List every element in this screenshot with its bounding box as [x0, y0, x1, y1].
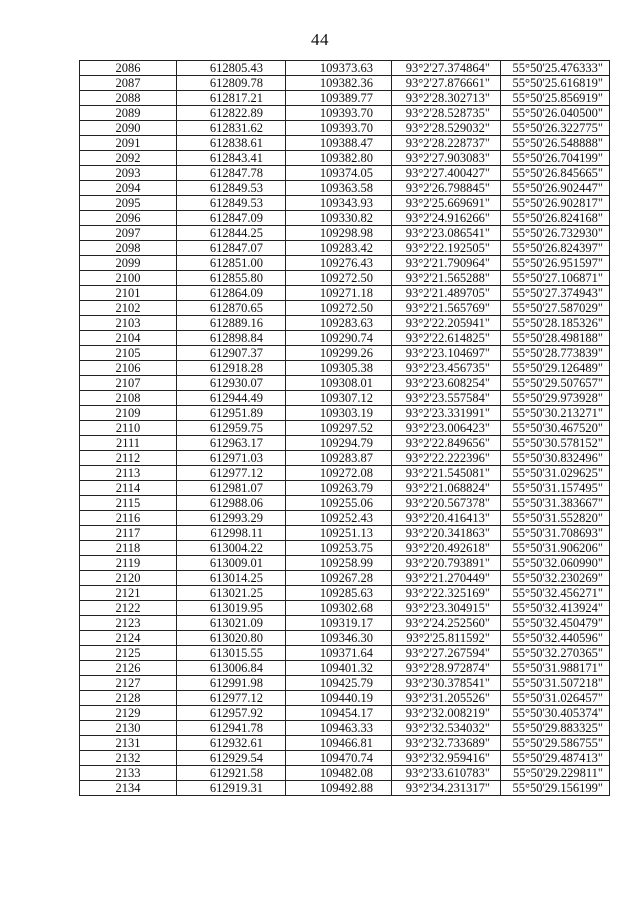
- point-number-cell: 2132: [80, 751, 177, 766]
- x-coordinate-cell: 612919.31: [177, 781, 286, 796]
- table-row: [80, 421, 610, 436]
- x-coordinate-cell: 612918.28: [177, 361, 286, 376]
- latitude-cell: 55°50'27.587029": [501, 301, 610, 316]
- point-number-cell: 2087: [80, 76, 177, 91]
- x-coordinate-cell: 612809.78: [177, 76, 286, 91]
- latitude-cell: 55°50'30.405374": [501, 706, 610, 721]
- longitude-cell: 93°2'22.205941": [392, 316, 501, 331]
- x-coordinate-cell: 612921.58: [177, 766, 286, 781]
- point-number-cell: 2122: [80, 601, 177, 616]
- coordinates-table-body: [80, 61, 610, 796]
- point-number-cell: 2089: [80, 106, 177, 121]
- table-row: [80, 556, 610, 571]
- y-coordinate-cell: 109308.01: [286, 376, 392, 391]
- table-row: [80, 271, 610, 286]
- longitude-cell: 93°2'21.270449": [392, 571, 501, 586]
- table-row: [80, 781, 610, 796]
- longitude-cell: 93°2'33.610783": [392, 766, 501, 781]
- x-coordinate-cell: 613021.09: [177, 616, 286, 631]
- y-coordinate-cell: 109290.74: [286, 331, 392, 346]
- longitude-cell: 93°2'20.341863": [392, 526, 501, 541]
- point-number-cell: 2096: [80, 211, 177, 226]
- point-number-cell: 2099: [80, 256, 177, 271]
- table-row: [80, 676, 610, 691]
- x-coordinate-cell: 612843.41: [177, 151, 286, 166]
- longitude-cell: 93°2'28.302713": [392, 91, 501, 106]
- point-number-cell: 2115: [80, 496, 177, 511]
- table-row: [80, 571, 610, 586]
- y-coordinate-cell: 109470.74: [286, 751, 392, 766]
- y-coordinate-cell: 109454.17: [286, 706, 392, 721]
- longitude-cell: 93°2'28.972874": [392, 661, 501, 676]
- x-coordinate-cell: 612993.29: [177, 511, 286, 526]
- point-number-cell: 2093: [80, 166, 177, 181]
- x-coordinate-cell: 612981.07: [177, 481, 286, 496]
- point-number-cell: 2109: [80, 406, 177, 421]
- table-row: [80, 361, 610, 376]
- table-row: [80, 661, 610, 676]
- y-coordinate-cell: 109272.08: [286, 466, 392, 481]
- y-coordinate-cell: 109272.50: [286, 301, 392, 316]
- point-number-cell: 2124: [80, 631, 177, 646]
- x-coordinate-cell: 612847.09: [177, 211, 286, 226]
- x-coordinate-cell: 612864.09: [177, 286, 286, 301]
- table-row: [80, 601, 610, 616]
- x-coordinate-cell: 612907.37: [177, 346, 286, 361]
- point-number-cell: 2116: [80, 511, 177, 526]
- longitude-cell: 93°2'34.231317": [392, 781, 501, 796]
- table-row: [80, 316, 610, 331]
- table-row: [80, 481, 610, 496]
- x-coordinate-cell: 613006.84: [177, 661, 286, 676]
- y-coordinate-cell: 109285.63: [286, 586, 392, 601]
- longitude-cell: 93°2'25.669691": [392, 196, 501, 211]
- point-number-cell: 2112: [80, 451, 177, 466]
- latitude-cell: 55°50'29.156199": [501, 781, 610, 796]
- y-coordinate-cell: 109252.43: [286, 511, 392, 526]
- table-row: [80, 451, 610, 466]
- point-number-cell: 2102: [80, 301, 177, 316]
- longitude-cell: 93°2'23.331991": [392, 406, 501, 421]
- table-row: [80, 241, 610, 256]
- table-row: [80, 376, 610, 391]
- x-coordinate-cell: 612898.84: [177, 331, 286, 346]
- point-number-cell: 2110: [80, 421, 177, 436]
- x-coordinate-cell: 613004.22: [177, 541, 286, 556]
- latitude-cell: 55°50'31.157495": [501, 481, 610, 496]
- longitude-cell: 93°2'24.916266": [392, 211, 501, 226]
- x-coordinate-cell: 612855.80: [177, 271, 286, 286]
- latitude-cell: 55°50'32.230269": [501, 571, 610, 586]
- latitude-cell: 55°50'28.185326": [501, 316, 610, 331]
- longitude-cell: 93°2'23.608254": [392, 376, 501, 391]
- x-coordinate-cell: 612971.03: [177, 451, 286, 466]
- y-coordinate-cell: 109425.79: [286, 676, 392, 691]
- table-row: [80, 751, 610, 766]
- y-coordinate-cell: 109267.28: [286, 571, 392, 586]
- y-coordinate-cell: 109294.79: [286, 436, 392, 451]
- point-number-cell: 2086: [80, 61, 177, 76]
- y-coordinate-cell: 109371.64: [286, 646, 392, 661]
- latitude-cell: 55°50'25.616819": [501, 76, 610, 91]
- table-row: [80, 706, 610, 721]
- y-coordinate-cell: 109251.13: [286, 526, 392, 541]
- latitude-cell: 55°50'29.973928": [501, 391, 610, 406]
- y-coordinate-cell: 109393.70: [286, 106, 392, 121]
- latitude-cell: 55°50'32.060990": [501, 556, 610, 571]
- x-coordinate-cell: 612929.54: [177, 751, 286, 766]
- x-coordinate-cell: 612951.89: [177, 406, 286, 421]
- x-coordinate-cell: 612941.78: [177, 721, 286, 736]
- y-coordinate-cell: 109276.43: [286, 256, 392, 271]
- table-row: [80, 151, 610, 166]
- y-coordinate-cell: 109330.82: [286, 211, 392, 226]
- longitude-cell: 93°2'23.304915": [392, 601, 501, 616]
- point-number-cell: 2098: [80, 241, 177, 256]
- longitude-cell: 93°2'22.192505": [392, 241, 501, 256]
- table-row: [80, 721, 610, 736]
- latitude-cell: 55°50'25.856919": [501, 91, 610, 106]
- y-coordinate-cell: 109258.99: [286, 556, 392, 571]
- latitude-cell: 55°50'31.552820": [501, 511, 610, 526]
- latitude-cell: 55°50'31.906206": [501, 541, 610, 556]
- latitude-cell: 55°50'26.548888": [501, 136, 610, 151]
- longitude-cell: 93°2'20.492618": [392, 541, 501, 556]
- point-number-cell: 2120: [80, 571, 177, 586]
- table-row: [80, 196, 610, 211]
- x-coordinate-cell: 612847.78: [177, 166, 286, 181]
- longitude-cell: 93°2'23.086541": [392, 226, 501, 241]
- longitude-cell: 93°2'21.545081": [392, 466, 501, 481]
- table-row: [80, 166, 610, 181]
- point-number-cell: 2103: [80, 316, 177, 331]
- table-row: [80, 91, 610, 106]
- table-row: [80, 181, 610, 196]
- x-coordinate-cell: 612870.65: [177, 301, 286, 316]
- latitude-cell: 55°50'29.507657": [501, 376, 610, 391]
- latitude-cell: 55°50'31.029625": [501, 466, 610, 481]
- latitude-cell: 55°50'30.213271": [501, 406, 610, 421]
- latitude-cell: 55°50'28.773839": [501, 346, 610, 361]
- table-row: [80, 256, 610, 271]
- table-row: [80, 466, 610, 481]
- x-coordinate-cell: 613019.95: [177, 601, 286, 616]
- point-number-cell: 2108: [80, 391, 177, 406]
- point-number-cell: 2127: [80, 676, 177, 691]
- table-row: [80, 526, 610, 541]
- longitude-cell: 93°2'28.529032": [392, 121, 501, 136]
- y-coordinate-cell: 109272.50: [286, 271, 392, 286]
- x-coordinate-cell: 612889.16: [177, 316, 286, 331]
- longitude-cell: 93°2'21.790964": [392, 256, 501, 271]
- y-coordinate-cell: 109297.52: [286, 421, 392, 436]
- x-coordinate-cell: 612998.11: [177, 526, 286, 541]
- latitude-cell: 55°50'30.832496": [501, 451, 610, 466]
- table-row: [80, 136, 610, 151]
- table-row: [80, 646, 610, 661]
- y-coordinate-cell: 109363.58: [286, 181, 392, 196]
- point-number-cell: 2118: [80, 541, 177, 556]
- x-coordinate-cell: 612944.49: [177, 391, 286, 406]
- point-number-cell: 2092: [80, 151, 177, 166]
- point-number-cell: 2130: [80, 721, 177, 736]
- y-coordinate-cell: 109492.88: [286, 781, 392, 796]
- y-coordinate-cell: 109271.18: [286, 286, 392, 301]
- x-coordinate-cell: 613021.25: [177, 586, 286, 601]
- longitude-cell: 93°2'31.205526": [392, 691, 501, 706]
- table-row: [80, 226, 610, 241]
- y-coordinate-cell: 109283.63: [286, 316, 392, 331]
- latitude-cell: 55°50'26.732930": [501, 226, 610, 241]
- longitude-cell: 93°2'28.528735": [392, 106, 501, 121]
- point-number-cell: 2107: [80, 376, 177, 391]
- latitude-cell: 55°50'29.126489": [501, 361, 610, 376]
- y-coordinate-cell: 109298.98: [286, 226, 392, 241]
- latitude-cell: 55°50'29.883325": [501, 721, 610, 736]
- longitude-cell: 93°2'20.567378": [392, 496, 501, 511]
- table-row: [80, 346, 610, 361]
- latitude-cell: 55°50'32.413924": [501, 601, 610, 616]
- point-number-cell: 2114: [80, 481, 177, 496]
- longitude-cell: 93°2'23.456735": [392, 361, 501, 376]
- latitude-cell: 55°50'29.487413": [501, 751, 610, 766]
- point-number-cell: 2133: [80, 766, 177, 781]
- table-row: [80, 631, 610, 646]
- longitude-cell: 93°2'22.849656": [392, 436, 501, 451]
- x-coordinate-cell: 612831.62: [177, 121, 286, 136]
- y-coordinate-cell: 109305.38: [286, 361, 392, 376]
- y-coordinate-cell: 109302.68: [286, 601, 392, 616]
- longitude-cell: 93°2'22.325169": [392, 586, 501, 601]
- table-row: [80, 511, 610, 526]
- y-coordinate-cell: 109255.06: [286, 496, 392, 511]
- latitude-cell: 55°50'27.374943": [501, 286, 610, 301]
- y-coordinate-cell: 109374.05: [286, 166, 392, 181]
- longitude-cell: 93°2'32.534032": [392, 721, 501, 736]
- x-coordinate-cell: 612805.43: [177, 61, 286, 76]
- latitude-cell: 55°50'32.440596": [501, 631, 610, 646]
- y-coordinate-cell: 109343.93: [286, 196, 392, 211]
- x-coordinate-cell: 612991.98: [177, 676, 286, 691]
- table-row: [80, 391, 610, 406]
- x-coordinate-cell: 612851.00: [177, 256, 286, 271]
- y-coordinate-cell: 109346.30: [286, 631, 392, 646]
- x-coordinate-cell: 612930.07: [177, 376, 286, 391]
- point-number-cell: 2113: [80, 466, 177, 481]
- latitude-cell: 55°50'26.951597": [501, 256, 610, 271]
- table-row: [80, 586, 610, 601]
- y-coordinate-cell: 109466.81: [286, 736, 392, 751]
- x-coordinate-cell: 612963.17: [177, 436, 286, 451]
- longitude-cell: 93°2'21.068824": [392, 481, 501, 496]
- latitude-cell: 55°50'32.450479": [501, 616, 610, 631]
- point-number-cell: 2111: [80, 436, 177, 451]
- longitude-cell: 93°2'27.876661": [392, 76, 501, 91]
- point-number-cell: 2125: [80, 646, 177, 661]
- latitude-cell: 55°50'29.586755": [501, 736, 610, 751]
- table-row: [80, 331, 610, 346]
- table-row: [80, 691, 610, 706]
- latitude-cell: 55°50'26.322775": [501, 121, 610, 136]
- point-number-cell: 2088: [80, 91, 177, 106]
- table-row: [80, 541, 610, 556]
- latitude-cell: 55°50'25.476333": [501, 61, 610, 76]
- table-row: [80, 736, 610, 751]
- y-coordinate-cell: 109283.42: [286, 241, 392, 256]
- table-row: [80, 406, 610, 421]
- x-coordinate-cell: 612977.12: [177, 466, 286, 481]
- y-coordinate-cell: 109482.08: [286, 766, 392, 781]
- table-row: [80, 766, 610, 781]
- latitude-cell: 55°50'26.845665": [501, 166, 610, 181]
- longitude-cell: 93°2'22.222396": [392, 451, 501, 466]
- latitude-cell: 55°50'26.040500": [501, 106, 610, 121]
- point-number-cell: 2105: [80, 346, 177, 361]
- longitude-cell: 93°2'24.252560": [392, 616, 501, 631]
- table-row: [80, 76, 610, 91]
- longitude-cell: 93°2'21.565769": [392, 301, 501, 316]
- latitude-cell: 55°50'30.578152": [501, 436, 610, 451]
- point-number-cell: 2117: [80, 526, 177, 541]
- y-coordinate-cell: 109263.79: [286, 481, 392, 496]
- longitude-cell: 93°2'28.228737": [392, 136, 501, 151]
- point-number-cell: 2129: [80, 706, 177, 721]
- x-coordinate-cell: 612957.92: [177, 706, 286, 721]
- y-coordinate-cell: 109401.32: [286, 661, 392, 676]
- y-coordinate-cell: 109463.33: [286, 721, 392, 736]
- y-coordinate-cell: 109373.63: [286, 61, 392, 76]
- latitude-cell: 55°50'27.106871": [501, 271, 610, 286]
- point-number-cell: 2094: [80, 181, 177, 196]
- y-coordinate-cell: 109393.70: [286, 121, 392, 136]
- point-number-cell: 2119: [80, 556, 177, 571]
- latitude-cell: 55°50'31.988171": [501, 661, 610, 676]
- point-number-cell: 2134: [80, 781, 177, 796]
- x-coordinate-cell: 612959.75: [177, 421, 286, 436]
- latitude-cell: 55°50'31.026457": [501, 691, 610, 706]
- table-row: [80, 61, 610, 76]
- table-row: [80, 496, 610, 511]
- x-coordinate-cell: 612849.53: [177, 196, 286, 211]
- latitude-cell: 55°50'29.229811": [501, 766, 610, 781]
- point-number-cell: 2131: [80, 736, 177, 751]
- x-coordinate-cell: 612847.07: [177, 241, 286, 256]
- table-row: [80, 616, 610, 631]
- point-number-cell: 2121: [80, 586, 177, 601]
- y-coordinate-cell: 109382.80: [286, 151, 392, 166]
- latitude-cell: 55°50'32.270365": [501, 646, 610, 661]
- y-coordinate-cell: 109382.36: [286, 76, 392, 91]
- table-row: [80, 121, 610, 136]
- y-coordinate-cell: 109303.19: [286, 406, 392, 421]
- longitude-cell: 93°2'23.006423": [392, 421, 501, 436]
- x-coordinate-cell: 613020.80: [177, 631, 286, 646]
- point-number-cell: 2090: [80, 121, 177, 136]
- latitude-cell: 55°50'26.902447": [501, 181, 610, 196]
- longitude-cell: 93°2'22.614825": [392, 331, 501, 346]
- longitude-cell: 93°2'30.378541": [392, 676, 501, 691]
- table-row: [80, 301, 610, 316]
- x-coordinate-cell: 612844.25: [177, 226, 286, 241]
- x-coordinate-cell: 613009.01: [177, 556, 286, 571]
- y-coordinate-cell: 109283.87: [286, 451, 392, 466]
- y-coordinate-cell: 109388.47: [286, 136, 392, 151]
- x-coordinate-cell: 613014.25: [177, 571, 286, 586]
- longitude-cell: 93°2'21.489705": [392, 286, 501, 301]
- latitude-cell: 55°50'31.383667": [501, 496, 610, 511]
- table-row: [80, 106, 610, 121]
- point-number-cell: 2095: [80, 196, 177, 211]
- coordinates-table: [79, 60, 610, 796]
- table-row: [80, 436, 610, 451]
- latitude-cell: 55°50'26.704199": [501, 151, 610, 166]
- x-coordinate-cell: 612977.12: [177, 691, 286, 706]
- longitude-cell: 93°2'21.565288": [392, 271, 501, 286]
- y-coordinate-cell: 109299.26: [286, 346, 392, 361]
- point-number-cell: 2128: [80, 691, 177, 706]
- latitude-cell: 55°50'32.456271": [501, 586, 610, 601]
- latitude-cell: 55°50'26.824397": [501, 241, 610, 256]
- longitude-cell: 93°2'23.557584": [392, 391, 501, 406]
- x-coordinate-cell: 612817.21: [177, 91, 286, 106]
- x-coordinate-cell: 612932.61: [177, 736, 286, 751]
- point-number-cell: 2100: [80, 271, 177, 286]
- x-coordinate-cell: 612988.06: [177, 496, 286, 511]
- longitude-cell: 93°2'27.267594": [392, 646, 501, 661]
- y-coordinate-cell: 109440.19: [286, 691, 392, 706]
- y-coordinate-cell: 109319.17: [286, 616, 392, 631]
- latitude-cell: 55°50'26.824168": [501, 211, 610, 226]
- x-coordinate-cell: 612838.61: [177, 136, 286, 151]
- point-number-cell: 2126: [80, 661, 177, 676]
- point-number-cell: 2104: [80, 331, 177, 346]
- y-coordinate-cell: 109253.75: [286, 541, 392, 556]
- point-number-cell: 2097: [80, 226, 177, 241]
- y-coordinate-cell: 109307.12: [286, 391, 392, 406]
- point-number-cell: 2101: [80, 286, 177, 301]
- point-number-cell: 2123: [80, 616, 177, 631]
- longitude-cell: 93°2'27.374864": [392, 61, 501, 76]
- longitude-cell: 93°2'32.008219": [392, 706, 501, 721]
- y-coordinate-cell: 109389.77: [286, 91, 392, 106]
- longitude-cell: 93°2'23.104697": [392, 346, 501, 361]
- table-row: [80, 211, 610, 226]
- table-row: [80, 286, 610, 301]
- point-number-cell: 2106: [80, 361, 177, 376]
- longitude-cell: 93°2'27.400427": [392, 166, 501, 181]
- latitude-cell: 55°50'30.467520": [501, 421, 610, 436]
- x-coordinate-cell: 612849.53: [177, 181, 286, 196]
- latitude-cell: 55°50'28.498188": [501, 331, 610, 346]
- longitude-cell: 93°2'27.903083": [392, 151, 501, 166]
- longitude-cell: 93°2'20.416413": [392, 511, 501, 526]
- page-number: 44: [311, 30, 329, 49]
- longitude-cell: 93°2'32.733689": [392, 736, 501, 751]
- longitude-cell: 93°2'32.959416": [392, 751, 501, 766]
- point-number-cell: 2091: [80, 136, 177, 151]
- longitude-cell: 93°2'26.798845": [392, 181, 501, 196]
- x-coordinate-cell: 612822.89: [177, 106, 286, 121]
- latitude-cell: 55°50'31.708693": [501, 526, 610, 541]
- longitude-cell: 93°2'25.811592": [392, 631, 501, 646]
- latitude-cell: 55°50'31.507218": [501, 676, 610, 691]
- latitude-cell: 55°50'26.902817": [501, 196, 610, 211]
- x-coordinate-cell: 613015.55: [177, 646, 286, 661]
- longitude-cell: 93°2'20.793891": [392, 556, 501, 571]
